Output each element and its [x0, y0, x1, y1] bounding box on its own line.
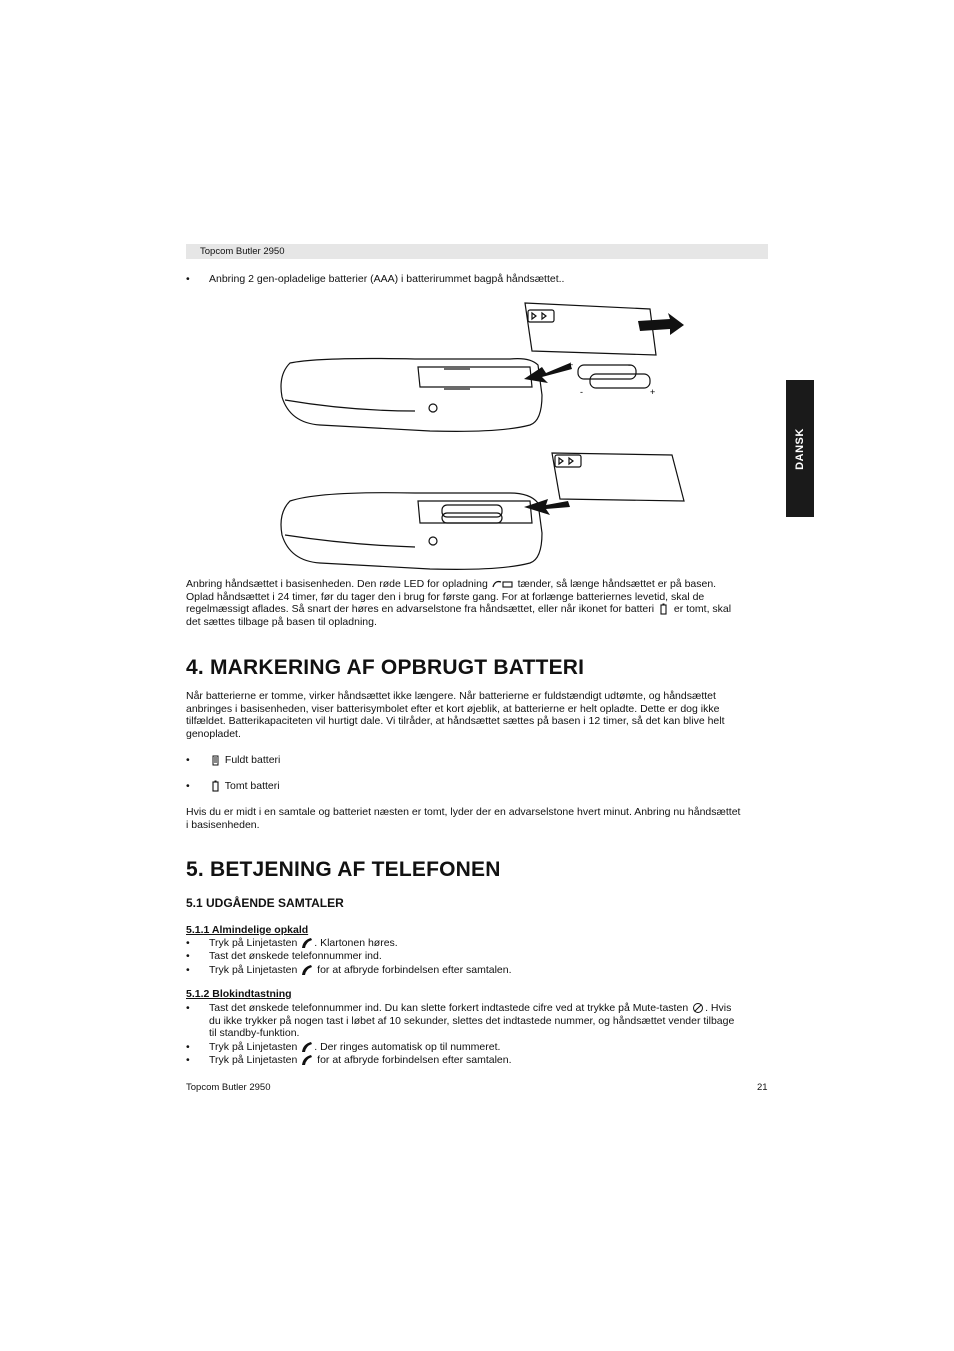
- step-text: Tryk på Linjetasten: [209, 1054, 298, 1066]
- charge-text: tænder, så længe håndsættet er på basen.: [517, 578, 717, 590]
- intro-bullet-text: Anbring 2 gen-opladelige batterier (AAA) i batterirummet bagpå håndsættet..: [209, 273, 565, 285]
- bullet-marker: •: [186, 780, 190, 792]
- step-text: Tryk på Linjetasten: [209, 937, 298, 949]
- paragraph-line: anbringes i basisenheden, viser batterisymbolet efter et kort øjeblik, at batterierne er helt opladte. Dette er dog ikke: [186, 702, 720, 715]
- charge-text: regelmæssigt aflades. Så snart der høres en advarselstone fra håndsættet, eller når ikonet for batteri: [186, 603, 655, 616]
- paragraph-line: genopladet.: [186, 727, 241, 740]
- battery-empty-icon: [210, 780, 222, 792]
- empty-battery-label: Tomt batteri: [224, 780, 280, 792]
- charge-led-icon: [491, 579, 515, 589]
- subsection-5-1-1-heading: 5.1.1 Almindelige opkald: [186, 924, 309, 936]
- plus-mark: +: [568, 360, 574, 370]
- battery-2: [590, 374, 650, 388]
- bullet-marker: •: [186, 273, 190, 285]
- battery-full-icon: [210, 754, 222, 766]
- warning-paragraph: [186, 806, 776, 831]
- paragraph-line: i basisenheden.: [186, 818, 260, 831]
- step-item: [209, 964, 512, 977]
- charge-text: er tomt, skal: [673, 603, 732, 616]
- bullet-marker: •: [186, 937, 190, 949]
- section-5-heading: 5. BETJENING AF TELEFONEN: [186, 858, 501, 881]
- plus-mark: +: [650, 387, 656, 397]
- minus-mark: -: [580, 387, 583, 397]
- phone-line-icon: [300, 964, 314, 976]
- charge-paragraph: [186, 578, 776, 628]
- step-text: for at afbryde forbindelsen efter samtalen.: [317, 1054, 512, 1066]
- step-item: [209, 1002, 779, 1040]
- subsection-5-1-heading: 5.1 UDGÅENDE SAMTALER: [186, 896, 344, 910]
- step-text: Tast det ønskede telefonnummer ind. Du kan slette forkert indtastede cifre ved at trykke på Mute-tasten: [209, 1002, 689, 1014]
- battery-cover-top: [525, 303, 656, 355]
- step-text: . Der ringes automatisk op til nummeret.: [314, 1041, 501, 1053]
- running-header: [186, 244, 768, 259]
- battery-empty-icon: [657, 603, 671, 615]
- bullet-marker: •: [186, 754, 190, 766]
- header-title: Topcom Butler 2950: [200, 246, 285, 257]
- step-item: [209, 1054, 512, 1067]
- handset-bottom: [281, 493, 542, 570]
- phone-line-icon: [300, 1054, 314, 1066]
- bullet-marker: •: [186, 1041, 190, 1053]
- bullet-marker: •: [186, 964, 190, 976]
- full-battery-item: [210, 754, 280, 767]
- footer-title: Topcom Butler 2950: [186, 1082, 271, 1093]
- bullet-marker: •: [186, 1054, 190, 1066]
- charge-text: det sættes tilbage på basen til opladning.: [186, 615, 377, 628]
- paragraph-line: Når batterierne er tomme, virker håndsættet ikke længere. Når batterierne er fuldstændigt udtømte, og håndsættet: [186, 690, 716, 702]
- section-4-paragraph: [186, 690, 776, 740]
- phone-line-icon: [300, 937, 314, 949]
- subsection-5-1-2-heading: 5.1.2 Blokindtastning: [186, 988, 292, 1000]
- step-text: . Hvis: [705, 1002, 732, 1014]
- step-text: du ikke trykker på nogen tast i løbet af 10 sekunder, slettes det indtastede nummer, og håndsættet vender tilbage: [209, 1014, 735, 1027]
- handset-top: [281, 359, 542, 432]
- step-text: Tryk på Linjetasten: [209, 1041, 298, 1053]
- mute-icon: [691, 1002, 705, 1014]
- paragraph-line: Hvis du er midt i en samtale og batteriet næsten er tomt, lyder der en advarselstone hvert minut. Anbring nu håndsættet: [186, 806, 741, 818]
- step-item: [209, 937, 398, 950]
- language-tab: [786, 380, 814, 517]
- page-number: 21: [757, 1082, 768, 1093]
- charge-text: Oplad håndsættet i 24 timer, før du tager den i brug for første gang. For at forlænge batteriernes levetid, skal de: [186, 590, 705, 603]
- step-text: for at afbryde forbindelsen efter samtalen.: [317, 964, 512, 976]
- bullet-marker: •: [186, 1002, 190, 1014]
- empty-battery-item: [210, 780, 280, 793]
- paragraph-line: tilfældet. Batterikapaciteten vil hurtigt dale. Vi tilråder, at håndsættet sættes på basen i 12 timer, så det kan blive helt: [186, 715, 725, 728]
- language-tab-label: DANSK: [794, 427, 806, 470]
- minus-mark: -: [628, 360, 631, 370]
- step-text: Tast det ønskede telefonnummer ind.: [209, 950, 382, 962]
- arrow-out: [638, 313, 684, 335]
- battery-insertion-figure: [260, 295, 700, 575]
- step-item: [209, 1041, 500, 1054]
- charge-text: Anbring håndsættet i basisenheden. Den røde LED for opladning: [186, 578, 488, 590]
- phone-line-icon: [300, 1041, 314, 1053]
- bullet-marker: •: [186, 950, 190, 962]
- section-4-heading: 4. MARKERING AF OPBRUGT BATTERI: [186, 656, 585, 679]
- step-text: . Klartonen høres.: [314, 937, 398, 949]
- step-text: til standby-funktion.: [209, 1027, 300, 1040]
- step-text: Tryk på Linjetasten: [209, 964, 298, 976]
- full-battery-label: Fuldt batteri: [224, 754, 281, 766]
